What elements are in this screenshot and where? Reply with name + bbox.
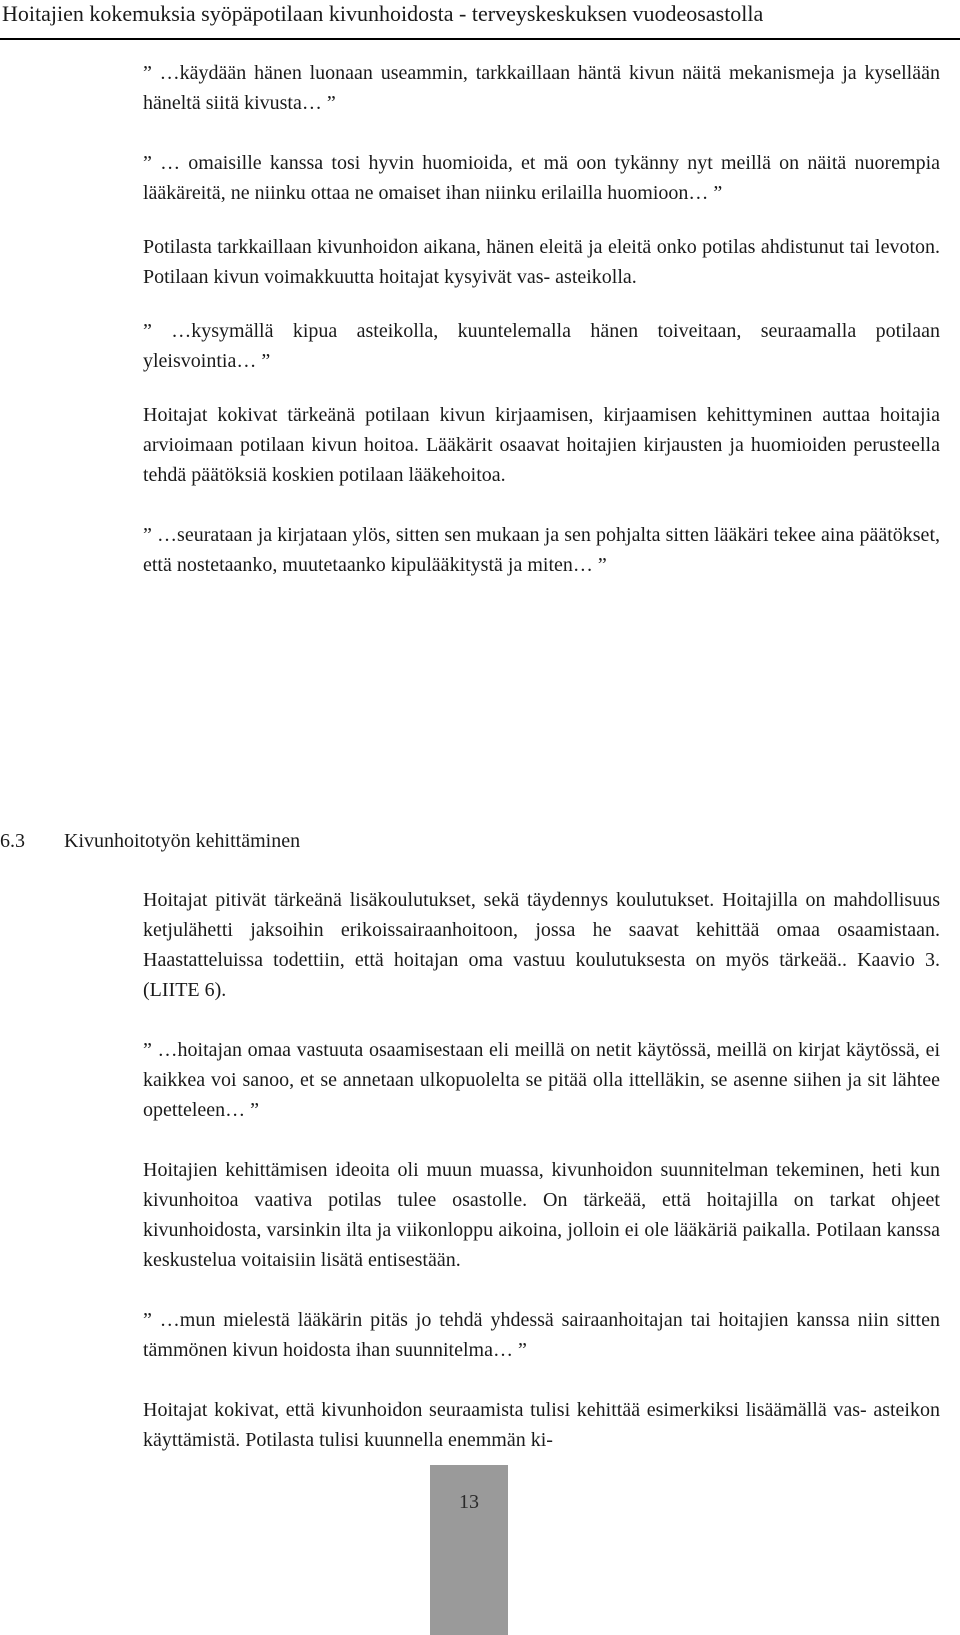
page-body-top: [143, 58, 940, 580]
body-paragraph: Hoitajien kehittämisen ideoita oli muun muassa, kivunhoidon suunnitelman tekeminen, heti kun kivunhoitoa vaativa potilas tulee osastolle. On tärkeää, että hoitajilla on tarkat ohjeet kivunhoidosta, varsinkin ilta ja viikonloppu aikoina, jolloin ei ole lääkäriä paikalla. Potilaan kanssa keskustelua voitaisiin lisätä entisestään.: [143, 1159, 940, 1271]
running-header: [0, 0, 960, 40]
page-number-tab: [430, 1465, 508, 1635]
section-title: Kivunhoitotyön kehittäminen: [64, 830, 301, 852]
quote-paragraph: ” …mun mielestä lääkärin pitäs jo tehdä yhdessä sairaanhoitajan tai hoitajien kanssa niin sitten tämmönen kivun hoidosta ihan suunnitelma… ”: [143, 1309, 940, 1361]
page-body-bottom: [143, 885, 940, 1455]
section-number: 6.3: [0, 830, 25, 852]
section-heading: [0, 826, 300, 856]
page-number: 13: [459, 1491, 479, 1513]
running-header-title: Hoitajien kokemuksia syöpäpotilaan kivunhoidosta - terveyskeskuksen vuodeosastolla: [2, 1, 764, 26]
body-paragraph: Potilasta tarkkaillaan kivunhoidon aikana, hänen eleitä ja eleitä onko potilas ahdistunut tai levoton. Potilaan kivun voimakkuutta hoitajat kysyivät vas- asteikolla.: [143, 236, 940, 288]
quote-paragraph: ” …hoitajan omaa vastuuta osaamisestaan eli meillä on netit käytössä, meillä on kirjat käytössä, ei kaikkea voi sanoo, et se annetaan ulkopuolelta se pitää olla ittelläkin, se asenne siihen ja sit lähtee opetteleen… ”: [143, 1039, 940, 1121]
body-paragraph: Hoitajat kokivat tärkeänä potilaan kivun kirjaamisen, kirjaamisen kehittyminen auttaa hoitajia arvioimaan potilaan kivun hoitoa. Lääkärit osaavat hoitajien kirjausten ja huomioiden perusteella tehdä päätöksiä koskien potilaan lääkehoitoa.: [143, 404, 940, 486]
quote-paragraph: ” …käydään hänen luonaan useammin, tarkkaillaan häntä kivun näitä mekanismeja ja kysellään häneltä siitä kivusta… ”: [143, 62, 940, 114]
quote-paragraph: ” …seurataan ja kirjataan ylös, sitten sen mukaan ja sen pohjalta sitten lääkäri tekee aina päätökset, että nostetaanko, muutetaanko kipulääkitystä ja miten… ”: [143, 524, 940, 576]
body-paragraph: Hoitajat pitivät tärkeänä lisäkoulutukset, sekä täydennys koulutukset. Hoitajilla on mahdollisuus ketjulähetti jaksoihin erikoissairaanhoitoon, jossa he saavat kehittää omaa osaamistaan. Haastatteluissa todettiin, että hoitajan oma vastuu koulutuksesta on myös tärkeää.. Kaavio 3. (LIITE 6).: [143, 889, 940, 1001]
body-paragraph: Hoitajat kokivat, että kivunhoidon seuraamista tulisi kehittää esimerkiksi lisäämällä vas- asteikon käyttämistä. Potilasta tulisi kuunnella enemmän ki-: [143, 1399, 940, 1451]
quote-paragraph: ” …kysymällä kipua asteikolla, kuuntelemalla hänen toiveitaan, seuraamalla potilaan yleisvointia… ”: [143, 320, 940, 372]
quote-paragraph: ” … omaisille kanssa tosi hyvin huomioida, et mä oon tykänny nyt meillä on näitä nuorempia lääkäreitä, ne niinku ottaa ne omaiset ihan niinku erilailla huomioon… ”: [143, 152, 940, 204]
